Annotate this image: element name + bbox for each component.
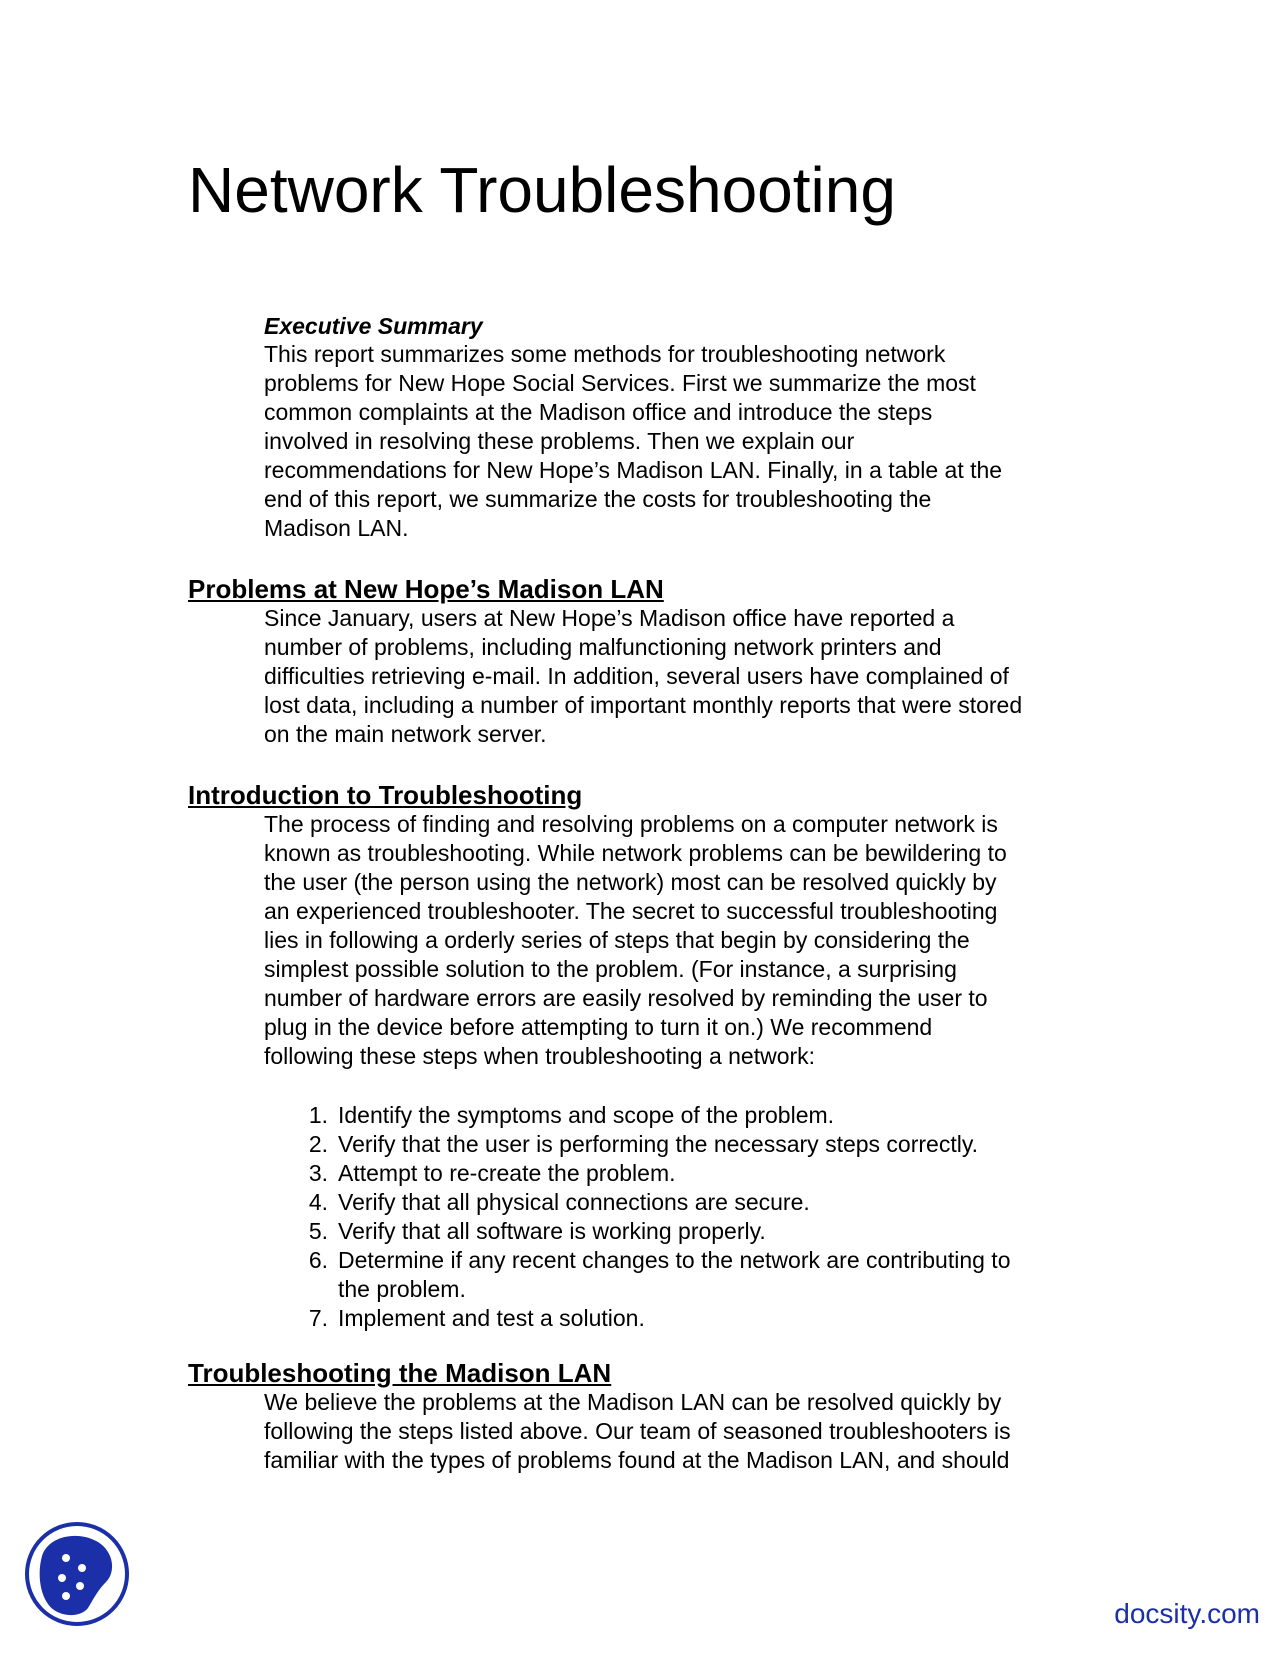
text-line: following these steps when troubleshooting a network: bbox=[264, 1043, 816, 1069]
text-line: problems for New Hope Social Services. First we summarize the most bbox=[264, 370, 976, 396]
text-line: This report summarizes some methods for troubleshooting network bbox=[264, 341, 946, 367]
text-line: involved in resolving these problems. Then we explain our bbox=[264, 428, 855, 454]
list-item bbox=[264, 1188, 1010, 1217]
text-line: common complaints at the Madison office and introduce the steps bbox=[264, 399, 933, 425]
text-line: recommendations for New Hope’s Madison LAN. Finally, in a table at the bbox=[264, 457, 1003, 483]
list-item bbox=[264, 1159, 1010, 1188]
list-item-number: 6. bbox=[308, 1247, 328, 1273]
docsity-watermark: docsity.com bbox=[1114, 1598, 1260, 1629]
text-line: lost data, including a number of important monthly reports that were stored bbox=[264, 692, 1023, 718]
text-line: simplest possible solution to the problem. (For instance, a surprising bbox=[264, 956, 957, 982]
text-line: familiar with the types of problems found at the Madison LAN, and should bbox=[264, 1447, 1010, 1473]
list-item bbox=[264, 1130, 1010, 1159]
docsity-logo-icon bbox=[22, 1518, 132, 1630]
section-heading-troubleshooting-madison: Troubleshooting the Madison LAN bbox=[188, 1358, 612, 1388]
text-line: lies in following a orderly series of steps that begin by considering the bbox=[264, 927, 970, 953]
list-item bbox=[264, 1246, 1010, 1304]
list-item bbox=[264, 1101, 1010, 1130]
text-line: We believe the problems at the Madison LAN can be resolved quickly by bbox=[264, 1389, 1002, 1415]
list-item-number: 5. bbox=[308, 1218, 328, 1244]
text-line: following the steps listed above. Our team of seasoned troubleshooters is bbox=[264, 1418, 1011, 1444]
section-heading-problems: Problems at New Hope’s Madison LAN bbox=[188, 574, 664, 604]
text-line: plug in the device before attempting to turn it on.) We recommend bbox=[264, 1014, 933, 1040]
text-line: the user (the person using the network) most can be resolved quickly by bbox=[264, 869, 997, 895]
list-item bbox=[264, 1217, 1010, 1246]
troubleshooting-madison-paragraph bbox=[264, 1388, 1114, 1475]
list-item-text: Identify the symptoms and scope of the problem. bbox=[338, 1102, 835, 1128]
list-item-number: 1. bbox=[308, 1102, 328, 1128]
section-heading-introduction: Introduction to Troubleshooting bbox=[188, 780, 583, 810]
text-line: difficulties retrieving e-mail. In addition, several users have complained of bbox=[264, 663, 1009, 689]
list-item-number: 3. bbox=[308, 1160, 328, 1186]
text-line: known as troubleshooting. While network problems can be bewildering to bbox=[264, 840, 1007, 866]
text-line: number of hardware errors are easily resolved by reminding the user to bbox=[264, 985, 988, 1011]
problems-paragraph bbox=[264, 604, 1114, 749]
text-line: The process of finding and resolving problems on a computer network is bbox=[264, 811, 998, 837]
list-item-text: Implement and test a solution. bbox=[338, 1305, 645, 1331]
list-item-number: 2. bbox=[308, 1131, 328, 1157]
text-line: an experienced troubleshooter. The secret to successful troubleshooting bbox=[264, 898, 998, 924]
list-item-text: Verify that all physical connections are secure. bbox=[338, 1189, 810, 1215]
text-line: Since January, users at New Hope’s Madison office have reported a bbox=[264, 605, 955, 631]
list-item bbox=[264, 1304, 1010, 1333]
introduction-paragraph bbox=[264, 810, 1114, 1071]
list-item-text: Verify that all software is working properly. bbox=[338, 1218, 766, 1244]
executive-summary-paragraph bbox=[264, 340, 1114, 543]
text-line: end of this report, we summarize the costs for troubleshooting the bbox=[264, 486, 932, 512]
executive-summary-heading: Executive Summary bbox=[264, 313, 483, 339]
list-item-number: 4. bbox=[308, 1189, 328, 1215]
text-line: number of problems, including malfunctioning network printers and bbox=[264, 634, 942, 660]
list-item-text: Attempt to re-create the problem. bbox=[338, 1160, 676, 1186]
text-line: Madison LAN. bbox=[264, 515, 409, 541]
list-item-number: 7. bbox=[308, 1305, 328, 1331]
list-item-text: Determine if any recent changes to the network are contributing to the problem. bbox=[338, 1247, 1011, 1302]
page-title: Network Troubleshooting bbox=[188, 154, 896, 226]
list-item-text: Verify that the user is performing the necessary steps correctly. bbox=[338, 1131, 979, 1157]
text-line: on the main network server. bbox=[264, 721, 547, 747]
troubleshooting-steps-list bbox=[264, 1101, 1010, 1333]
